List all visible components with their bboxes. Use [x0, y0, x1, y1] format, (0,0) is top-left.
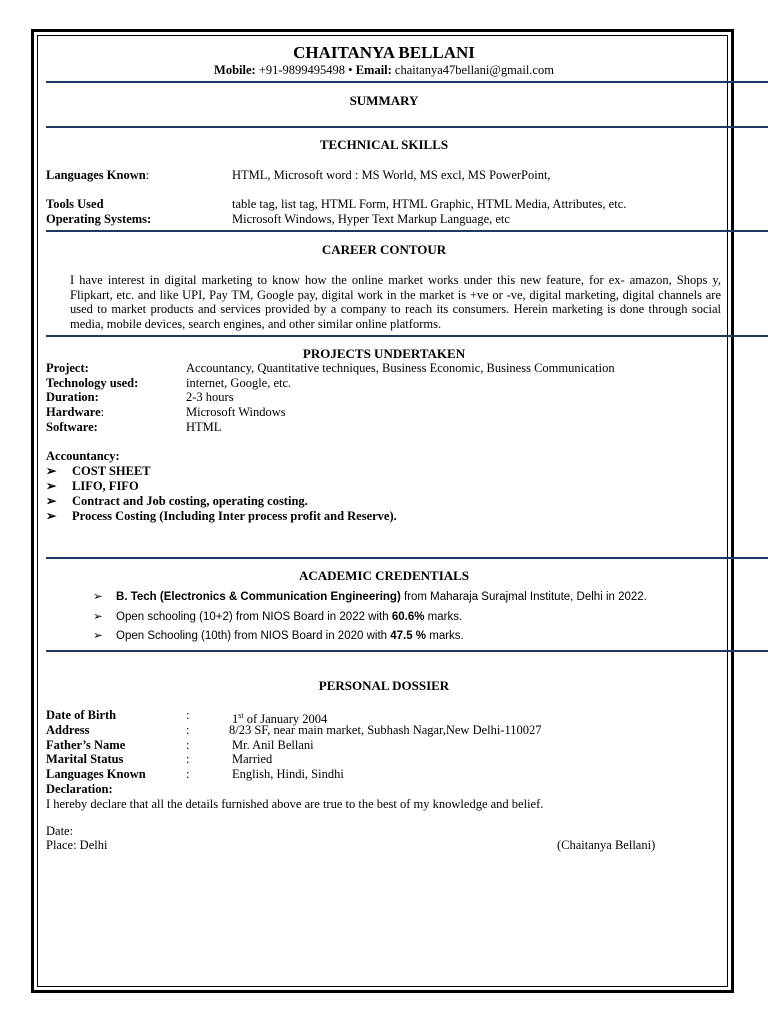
project-value: Accountancy, Quantitative techniques, Business Economic, Business Communication [186, 361, 615, 375]
accountancy-title: Accountancy: [46, 449, 120, 463]
divider-rule [46, 335, 768, 337]
dob-label: Date of Birth [46, 708, 117, 722]
list-item: ➢ LIFO, FIFO [46, 479, 139, 493]
divider-rule [46, 230, 768, 232]
academic-item: ➢ B. Tech (Electronics & Communication Engineering) from Maharaja Surajmal Institute, Delhi in 2022. [93, 591, 647, 603]
duration-value: 2-3 hours [186, 390, 234, 404]
colon: : [186, 708, 190, 722]
hardware-value: Microsoft Windows [186, 405, 286, 419]
colon: : [186, 738, 190, 752]
list-item: ➢ COST SHEET [46, 464, 151, 478]
signature-name: (Chaitanya Bellani) [557, 838, 656, 852]
technology-label: Technology used: [46, 376, 139, 390]
contact-line [46, 63, 722, 78]
father-value: Mr. Anil Bellani [232, 738, 314, 752]
arrow-bullet-icon: ➢ [93, 630, 103, 642]
arrow-bullet-icon: ➢ [46, 494, 57, 508]
place-label: Place: Delhi [46, 838, 108, 852]
academic-item: ➢ Open schooling (10+2) from NIOS Board in 2022 with 60.6% marks. [93, 611, 463, 623]
skill-value-os: Microsoft Windows, Hyper Text Markup Language, etc [232, 212, 510, 226]
technical-skills-heading: TECHNICAL SKILLS [319, 137, 449, 152]
academic-item: ➢ Open Schooling (10th) from NIOS Board in 2020 with 47.5 % marks. [93, 630, 464, 642]
list-item: ➢ Process Costing (Including Inter process profit and Reserve). [46, 509, 397, 523]
contact-separator: • [348, 63, 353, 77]
personal-heading: PERSONAL DOSSIER [318, 678, 450, 693]
duration-label: Duration: [46, 390, 99, 404]
summary-heading: SUMMARY [349, 93, 419, 108]
date-label: Date: [46, 824, 74, 838]
marital-value: Married [232, 752, 273, 766]
arrow-bullet-icon: ➢ [46, 464, 57, 478]
career-paragraph: I have interest in digital marketing to know how the online market works under this new feature, for ex- amazon, Shops y, Flipkart, etc. and like UPI, Pay TM, Google pay, digital work in the market is +ve or -ve, digital marketing, digital channels are used to market products and services provided by a company to reach its consumers. Herein marketing is done through social media, mobile devices, search engines, and other similar online platforms. [70, 273, 721, 332]
colon: : [186, 752, 190, 766]
divider-rule [46, 557, 768, 559]
arrow-bullet-icon: ➢ [93, 591, 103, 603]
email-address: chaitanya47bellani@gmail.com [394, 63, 554, 77]
father-label: Father’s Name [46, 738, 126, 752]
academic-heading: ACADEMIC CREDENTIALS [298, 568, 470, 583]
list-item: ➢ Contract and Job costing, operating costing. [46, 494, 308, 508]
career-contour-heading: CAREER CONTOUR [321, 242, 447, 257]
languages-value: English, Hindi, Sindhi [232, 767, 344, 781]
projects-heading: PROJECTS UNDERTAKEN [302, 346, 466, 361]
project-label: Project: [46, 361, 89, 375]
skill-value-tools: table tag, list tag, HTML Form, HTML Graphic, HTML Media, Attributes, etc. [232, 197, 627, 211]
candidate-name: CHAITANYA BELLANI [293, 43, 475, 62]
marital-label: Marital Status [46, 752, 124, 766]
skill-value-languages: HTML, Microsoft word : MS World, MS excl, MS PowerPoint, [232, 168, 551, 182]
languages-label: Languages Known [46, 767, 146, 781]
arrow-bullet-icon: ➢ [93, 611, 103, 623]
technology-value: internet, Google, etc. [186, 376, 292, 390]
mobile-label: Mobile: [214, 63, 256, 77]
colon: : [186, 723, 190, 737]
dob-value: 1st of January 2004 [232, 711, 328, 727]
address-value: 8/23 SF, near main market, Subhash Nagar,New Delhi-110027 [229, 723, 542, 737]
address-label: Address [46, 723, 90, 737]
colon: : [186, 767, 190, 781]
divider-rule [46, 81, 768, 83]
skill-label-languages: Languages Known: [46, 168, 150, 182]
software-value: HTML [186, 420, 222, 434]
arrow-bullet-icon: ➢ [46, 479, 57, 493]
hardware-label: Hardware: [46, 405, 105, 419]
skill-label-tools: Tools Used [46, 197, 104, 211]
declaration-label: Declaration: [46, 782, 113, 796]
arrow-bullet-icon: ➢ [46, 509, 57, 523]
skill-label-os: Operating Systems: [46, 212, 152, 226]
email-label: Email: [355, 63, 392, 77]
mobile-number: +91-9899495498 [258, 63, 346, 77]
declaration-text: I hereby declare that all the details furnished above are true to the best of my knowledge and belief. [46, 797, 544, 811]
software-label: Software: [46, 420, 98, 434]
divider-rule [46, 126, 768, 128]
divider-rule [46, 650, 768, 652]
